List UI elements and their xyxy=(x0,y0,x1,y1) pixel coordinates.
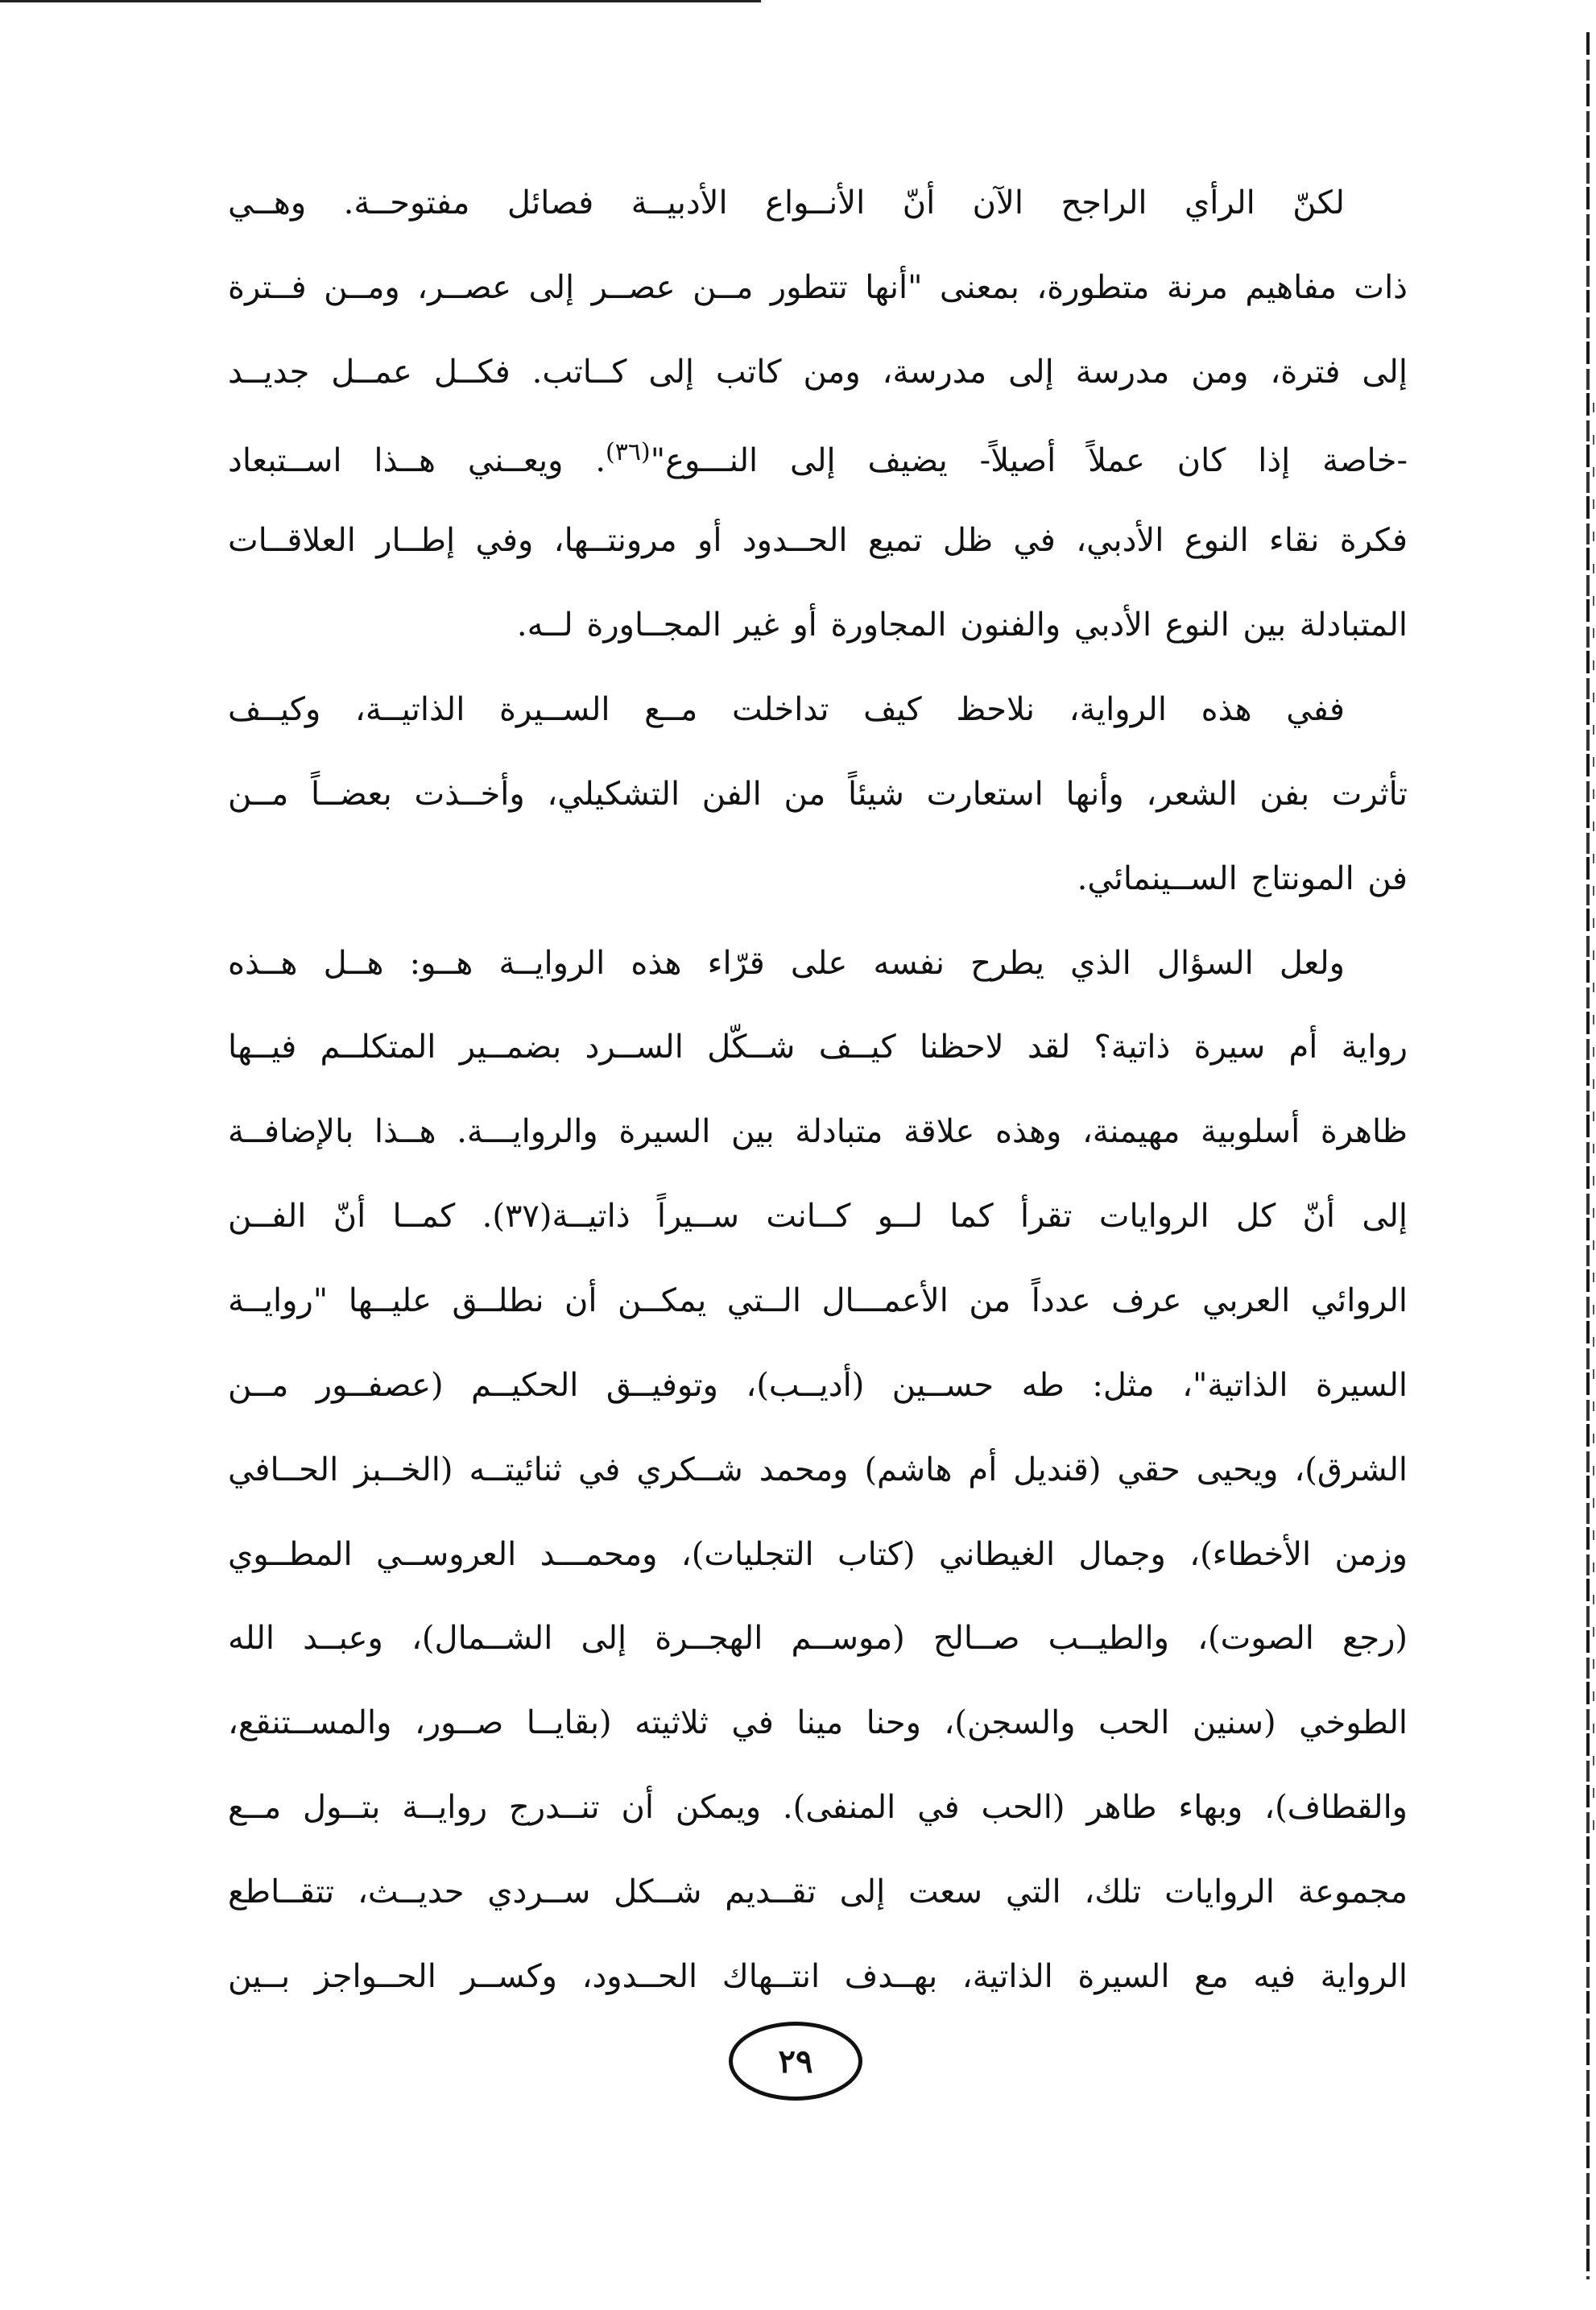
text-line: إلى فترة، ومن مدرسة إلى مدرسة، ومن كاتب إلى كــاتب. فكــل عمــل جديــد xyxy=(228,353,1408,391)
text-line-with-footnote xyxy=(228,437,1408,479)
text-line: الرواية فيه مع السيرة الذاتية، بهــدف انتــهاك الحــدود، وكســر الحــواجز بــين xyxy=(228,1957,1408,1995)
text-segment: . ويعــني هــذا اســتبعاد xyxy=(228,441,606,479)
body-text xyxy=(228,184,1408,1999)
text-line: المتبادلة بين النوع الأدبي والفنون المجاورة أو غير المجــاورة لــه. xyxy=(516,606,1408,644)
text-line: ولعل السؤال الذي يطرح نفسه على قرّاء هذه الروايــة هــو: هــل هــذه xyxy=(228,944,1345,982)
text-line: مجموعة الروايات تلك، التي سعت إلى تقــديم شــكل ســردي حديــث، تتقــاطع xyxy=(228,1873,1408,1911)
text-line: رواية أم سيرة ذاتية؟ لقد لاحظنا كيــف شــكّل الســرد بضمــير المتكلــم فيــها xyxy=(228,1029,1408,1066)
text-line: الروائي العربي عرف عدداً من الأعمـــال الــتي يمكــن أن نطلــق عليــها "روايــة xyxy=(228,1281,1408,1319)
text-line: السيرة الذاتية"، مثل: طه حســين (أديــب)، وتوفيــق الحكيــم (عصفــور مــن xyxy=(228,1366,1408,1404)
text-line: (رجع الصوت)، والطيــب صــالح (موســم الهجــرة إلى الشــمال)، وعبــد الله xyxy=(228,1620,1408,1658)
text-segment: -خاصة إذا كان عملاً أصيلاً- يضيف إلى النـــوع" xyxy=(650,441,1408,479)
text-line: إلى أنّ كل الروايات تقرأ كما لــو كــانت ســيراً ذاتيــة(٣٧). كمــا أنّ الفــن xyxy=(228,1198,1408,1236)
footnote-reference: (٣٦) xyxy=(606,437,651,466)
scan-top-line xyxy=(0,0,761,2)
text-line: وزمن الأخطاء)، وجمال الغيطاني (كتاب التجليات)، ومحمـــد العروســي المطــوي xyxy=(228,1535,1408,1573)
text-line: الشرق)، ويحيى حقي (قنديل أم هاشم) ومحمد شــكري في ثنائيتــه (الخــبز الحــافي xyxy=(228,1451,1408,1488)
text-line: فكرة نقاء النوع الأدبي، في ظل تميع الحــدود أو مرونتــها، وفي إطــار العلاقــات xyxy=(228,522,1408,560)
text-line: والقطاف)، وبهاء طاهر (الحب في المنفى). ويمكن أن تنــدرج روايــة بتــول مــع xyxy=(228,1789,1408,1827)
scan-page-edge-shadow xyxy=(1593,403,1594,1853)
text-line: ذات مفاهيم مرنة متطورة، بمعنى "أنها تتطور مــن عصــر إلى عصــر، ومــن فــترة xyxy=(228,268,1408,306)
text-line: فن المونتاج الســينمائي. xyxy=(1077,859,1408,897)
text-line: الطوخي (سنين الحب والسجن)، وحنا مينا في ثلاثيته (بقايــا صــور، والمســتنقع، xyxy=(228,1704,1408,1742)
text-line: تأثرت بفن الشعر، وأنها استعارت شيئاً من الفن التشكيلي، وأخــذت بعضــاً مــن xyxy=(228,775,1408,813)
text-line: ففي هذه الرواية، نلاحظ كيف تداخلت مــع الســيرة الذاتيــة، وكيــف xyxy=(228,691,1345,729)
scan-page-edge xyxy=(1586,32,1590,2279)
text-line: ظاهرة أسلوبية مهيمنة، وهذه علاقة متبادلة بين السيرة والروايـــة. هــذا بالإضافــة xyxy=(228,1113,1408,1151)
page-number: ٢٩ xyxy=(729,2022,862,2101)
text-line: لكنّ الرأي الراجح الآن أنّ الأنــواع الأدبيــة فصائل مفتوحــة. وهــي xyxy=(228,184,1345,221)
